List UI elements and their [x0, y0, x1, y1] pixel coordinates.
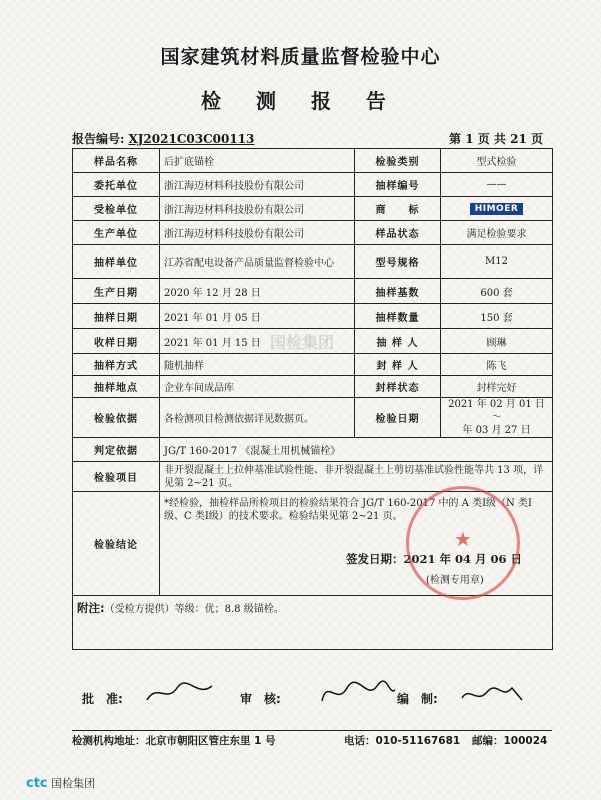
field-label: 抽样单位 [73, 245, 160, 279]
table-row [73, 221, 553, 245]
review-label: 审 核: [240, 692, 281, 706]
field-value: 浙江海迈材料科技股份有限公司 [160, 221, 355, 245]
field-value: 江苏省配电设备产品质量监督检验中心 [160, 245, 355, 279]
field-value: 600 套 [441, 279, 553, 304]
field-label: 抽 样 人 [355, 329, 441, 354]
field-label: 抽样编号 [355, 173, 441, 197]
field-value: 后扩底锚栓 [160, 149, 355, 173]
field-label: 封样状态 [355, 376, 441, 398]
field-value: 封样完好 [441, 376, 553, 398]
table-row [73, 354, 553, 376]
report-number-value: XJ2021C03C00113 [128, 132, 255, 146]
field-label: 收样日期 [73, 329, 160, 354]
table-row [73, 438, 553, 462]
field-label: 检验结论 [73, 492, 160, 596]
approve-label: 批 准: [82, 692, 123, 706]
field-value: 陈飞 [441, 354, 553, 376]
field-label: 检验项目 [73, 462, 160, 492]
ctc-logo [26, 775, 95, 791]
field-label: 检验日期 [355, 398, 441, 438]
field-value: 浙江海迈材料科技股份有限公司 [160, 173, 355, 197]
field-label: 检验类别 [355, 149, 441, 173]
field-label: 样品状态 [355, 221, 441, 245]
field-value: 满足检验要求 [441, 221, 553, 245]
field-label: 抽样方式 [73, 354, 160, 376]
table-row [73, 197, 553, 221]
field-value: 型式检验 [441, 149, 553, 173]
field-value: 2021 年 01 月 05 日 [160, 304, 355, 329]
inspection-date-cell [441, 398, 553, 438]
field-value: 2021 年 01 月 15 日 [160, 329, 355, 354]
table-row [73, 398, 553, 438]
review-signature [317, 676, 397, 708]
seal-star-icon: ★ [454, 527, 472, 551]
notes-value: （受检方提供）等级：优；8.8 级锚栓。 [104, 604, 284, 615]
field-value: 年 03 月 27 日 [462, 425, 531, 436]
field-value: 企业车间成品库 [160, 376, 355, 398]
compile-label: 编 制: [397, 692, 438, 706]
field-label: 生产日期 [73, 279, 160, 304]
ctc-logo-text: 国检集团 [51, 777, 96, 790]
field-label: 委托单位 [73, 173, 160, 197]
table-row [73, 596, 553, 650]
footer-divider [72, 730, 552, 731]
table-row [73, 279, 553, 304]
watermark-logo: 国检集团 [270, 333, 335, 352]
field-value: 顾琳 [441, 329, 553, 354]
table-row [73, 245, 553, 279]
table-row [73, 149, 553, 173]
table-row [73, 329, 553, 354]
field-value: 浙江海迈材料科技股份有限公司 [160, 197, 355, 221]
field-value: 2021 年 02 月 01 日～ [448, 399, 545, 423]
field-value: M12 [441, 245, 553, 279]
conclusion-text: *经检验，抽检样品所检项目的检验结果符合 JG/T 160-2017 中的 A 类Ⅰ级（N 类Ⅰ级、C 类Ⅰ级）的技术要求。检验结果见第 2~21 页。 [164, 498, 532, 522]
compile-signature [457, 678, 527, 708]
table-row [73, 304, 553, 329]
table-row [73, 376, 553, 398]
report-subtitle: 检 测 报 告 [201, 89, 400, 113]
page-title: 国家建筑材料质量监督检验中心 [160, 46, 441, 68]
field-value: —— [441, 173, 553, 197]
table-row [73, 173, 553, 197]
field-label: 抽样基数 [355, 279, 441, 304]
field-label: 判定依据 [73, 438, 160, 462]
lab-postcode: 邮编：100024 [472, 735, 548, 747]
field-value: JG/T 160-2017 《混凝土用机械锚栓》 [160, 438, 553, 462]
trademark-cell [441, 197, 553, 221]
field-label: 抽样日期 [73, 304, 160, 329]
field-value: 随机抽样 [160, 354, 355, 376]
field-label: 抽样数量 [355, 304, 441, 329]
field-label: 受检单位 [73, 197, 160, 221]
field-label: 封 样 人 [355, 354, 441, 376]
lab-phone: 电话：010-51167681 [344, 735, 461, 747]
field-value: 各检测项目检测依据详见数据页。 [160, 398, 355, 438]
ctc-logo-mark: ctc [26, 776, 48, 791]
table-row [73, 462, 553, 492]
field-value: 150 套 [441, 304, 553, 329]
field-label: 商 标 [355, 197, 441, 221]
special-seal-label: (检测专用章) [426, 575, 484, 586]
field-label: 抽样地点 [73, 376, 160, 398]
himoer-logo: HIMOER [470, 203, 524, 215]
report-number [72, 130, 254, 147]
notes-label: 附注: [77, 601, 105, 615]
page-count: 第 1 页 共 21 页 [449, 132, 543, 146]
field-label: 生产单位 [73, 221, 160, 245]
field-label: 型号规格 [355, 245, 441, 279]
field-label: 样品名称 [73, 149, 160, 173]
lab-address: 检测机构地址：北京市朝阳区管庄东里 1 号 [72, 735, 276, 747]
approve-signature [142, 678, 217, 708]
field-value: 非开裂混凝土上拉伸基准试验性能、非开裂混凝土上剪切基准试验性能等共 13 项，详见第 2~21 页。 [160, 462, 553, 492]
issue-date: 签发日期：2021 年 04 月 06 日 [346, 552, 523, 566]
report-number-label: 报告编号: [72, 132, 125, 146]
inspection-seal [406, 486, 520, 600]
field-label: 检验依据 [73, 398, 160, 438]
notes-cell [73, 596, 553, 650]
field-value: 2020 年 12 月 28 日 [160, 279, 355, 304]
